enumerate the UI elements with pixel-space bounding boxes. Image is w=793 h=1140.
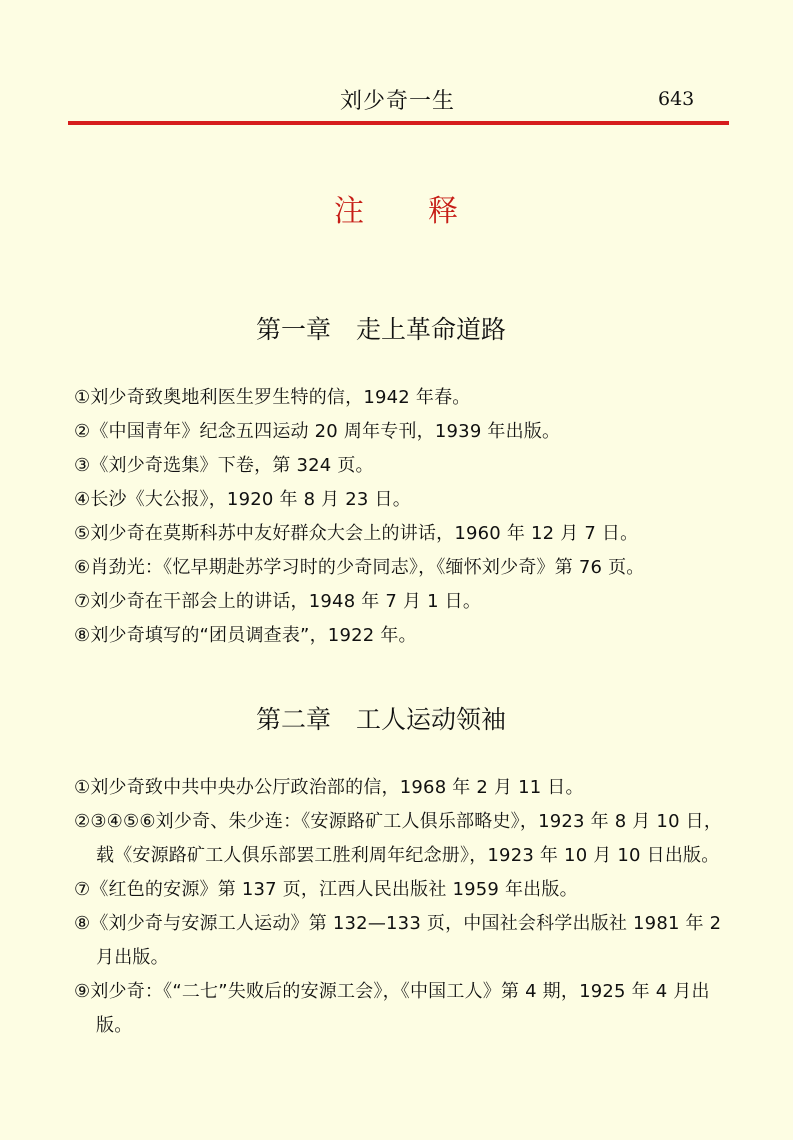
header-rule bbox=[68, 121, 729, 125]
note-item: ②《中国青年》纪念五四运动 20 周年专刊，1939 年出版。 bbox=[74, 421, 561, 442]
note-list bbox=[74, 381, 729, 653]
note-item: ⑨刘少奇：《“二七”失败后的安源工会》，《中国工人》第 4 期，1925 年 4 月出版。 bbox=[74, 981, 710, 1036]
note-item: ⑤刘少奇在莫斯科苏中友好群众大会上的讲话，1960 年 12 月 7 日。 bbox=[74, 523, 639, 544]
running-title: 刘少奇一生 bbox=[340, 89, 456, 114]
notes-title-char: 注 bbox=[334, 194, 364, 229]
note-item: ①刘少奇致中共中央办公厅政治部的信，1968 年 2 月 11 日。 bbox=[74, 777, 584, 798]
note-item: ⑦《红色的安源》第 137 页，江西人民出版社 1959 年出版。 bbox=[74, 879, 578, 900]
note-item: ①刘少奇致奥地利医生罗生特的信，1942 年春。 bbox=[74, 387, 471, 408]
notes-title-char: 释 bbox=[428, 194, 458, 229]
note-item: ⑦刘少奇在干部会上的讲话，1948 年 7 月 1 日。 bbox=[74, 591, 482, 612]
note-item: ③《刘少奇选集》下卷，第 324 页。 bbox=[74, 455, 374, 476]
note-item: ⑧刘少奇填写的“团员调查表”，1922 年。 bbox=[74, 625, 417, 646]
note-item: ⑥肖劲光：《忆早期赴苏学习时的少奇同志》，《缅怀刘少奇》第 76 页。 bbox=[74, 557, 645, 578]
chapter-heading: 第一章 走上革命道路 bbox=[256, 315, 507, 344]
notes-title bbox=[334, 186, 458, 230]
note-list bbox=[74, 771, 729, 1043]
page-number: 643 bbox=[658, 88, 695, 110]
note-item: ④长沙《大公报》，1920 年 8 月 23 日。 bbox=[74, 489, 411, 510]
note-item: ②③④⑤⑥刘少奇、朱少连：《安源路矿工人俱乐部略史》，1923 年 8 月 10 日，载《安源路矿工人俱乐部罢工胜利周年纪念册》，1923 年 10 月 10 日出版。 bbox=[74, 811, 723, 866]
chapter-heading: 第二章 工人运动领袖 bbox=[256, 705, 507, 734]
note-item: ⑧《刘少奇与安源工人运动》第 132—133 页，中国社会科学出版社 1981 年 2 月出版。 bbox=[74, 913, 722, 968]
